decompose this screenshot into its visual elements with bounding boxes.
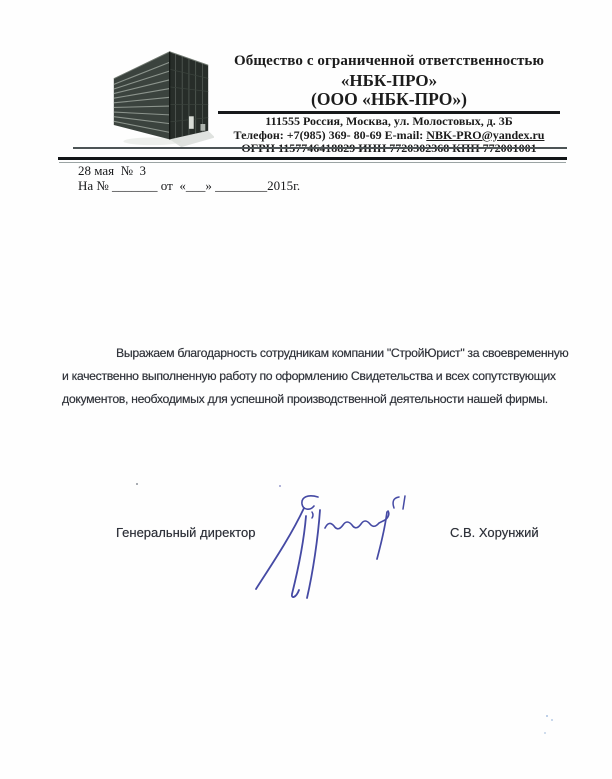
letter-body-paragraph — [62, 342, 569, 411]
letterhead — [218, 52, 560, 155]
scan-speck — [546, 715, 548, 717]
company-contact-line — [218, 129, 560, 142]
body-line: и качественно выполненную работу по оформлению Свидетельства и всех сопутствующих — [62, 369, 556, 383]
letter-date-number: 28 мая № 3 — [78, 163, 147, 178]
phone-text: Телефон: +7(985) 369- 80-69 E-mail: — [233, 127, 427, 142]
handwritten-signature — [246, 482, 416, 604]
reference-block — [78, 164, 300, 193]
signer-name: С.В. Хорунжий — [450, 525, 539, 540]
reference-reply-line: На № _______ от «___» ________2015г. — [78, 178, 301, 193]
scan-speck — [551, 719, 553, 721]
body-line: Выражаем благодарность сотрудникам компании "СтройЮрист" за своевременную — [116, 346, 569, 360]
divider-thin-rule — [73, 147, 567, 149]
scan-speck — [544, 732, 546, 734]
company-address: 111555 Россия, Москва, ул. Молостовых, д. 3Б — [265, 114, 513, 128]
org-type-line: Общество с ограниченной ответственностью — [233, 53, 545, 69]
signer-title: Генеральный директор — [116, 525, 256, 540]
org-name: «НБК-ПРО» — [340, 71, 438, 90]
org-name-full: (ООО «НБК-ПРО») — [311, 89, 467, 109]
company-logo-building-icon — [108, 46, 214, 150]
scan-speck — [136, 483, 138, 485]
divider-thick-rule — [58, 157, 567, 160]
email-text: NBK-PRO@yandex.ru — [426, 127, 545, 142]
body-line: документов, необходимых для успешной производственной деятельности нашей фирмы. — [62, 392, 548, 406]
